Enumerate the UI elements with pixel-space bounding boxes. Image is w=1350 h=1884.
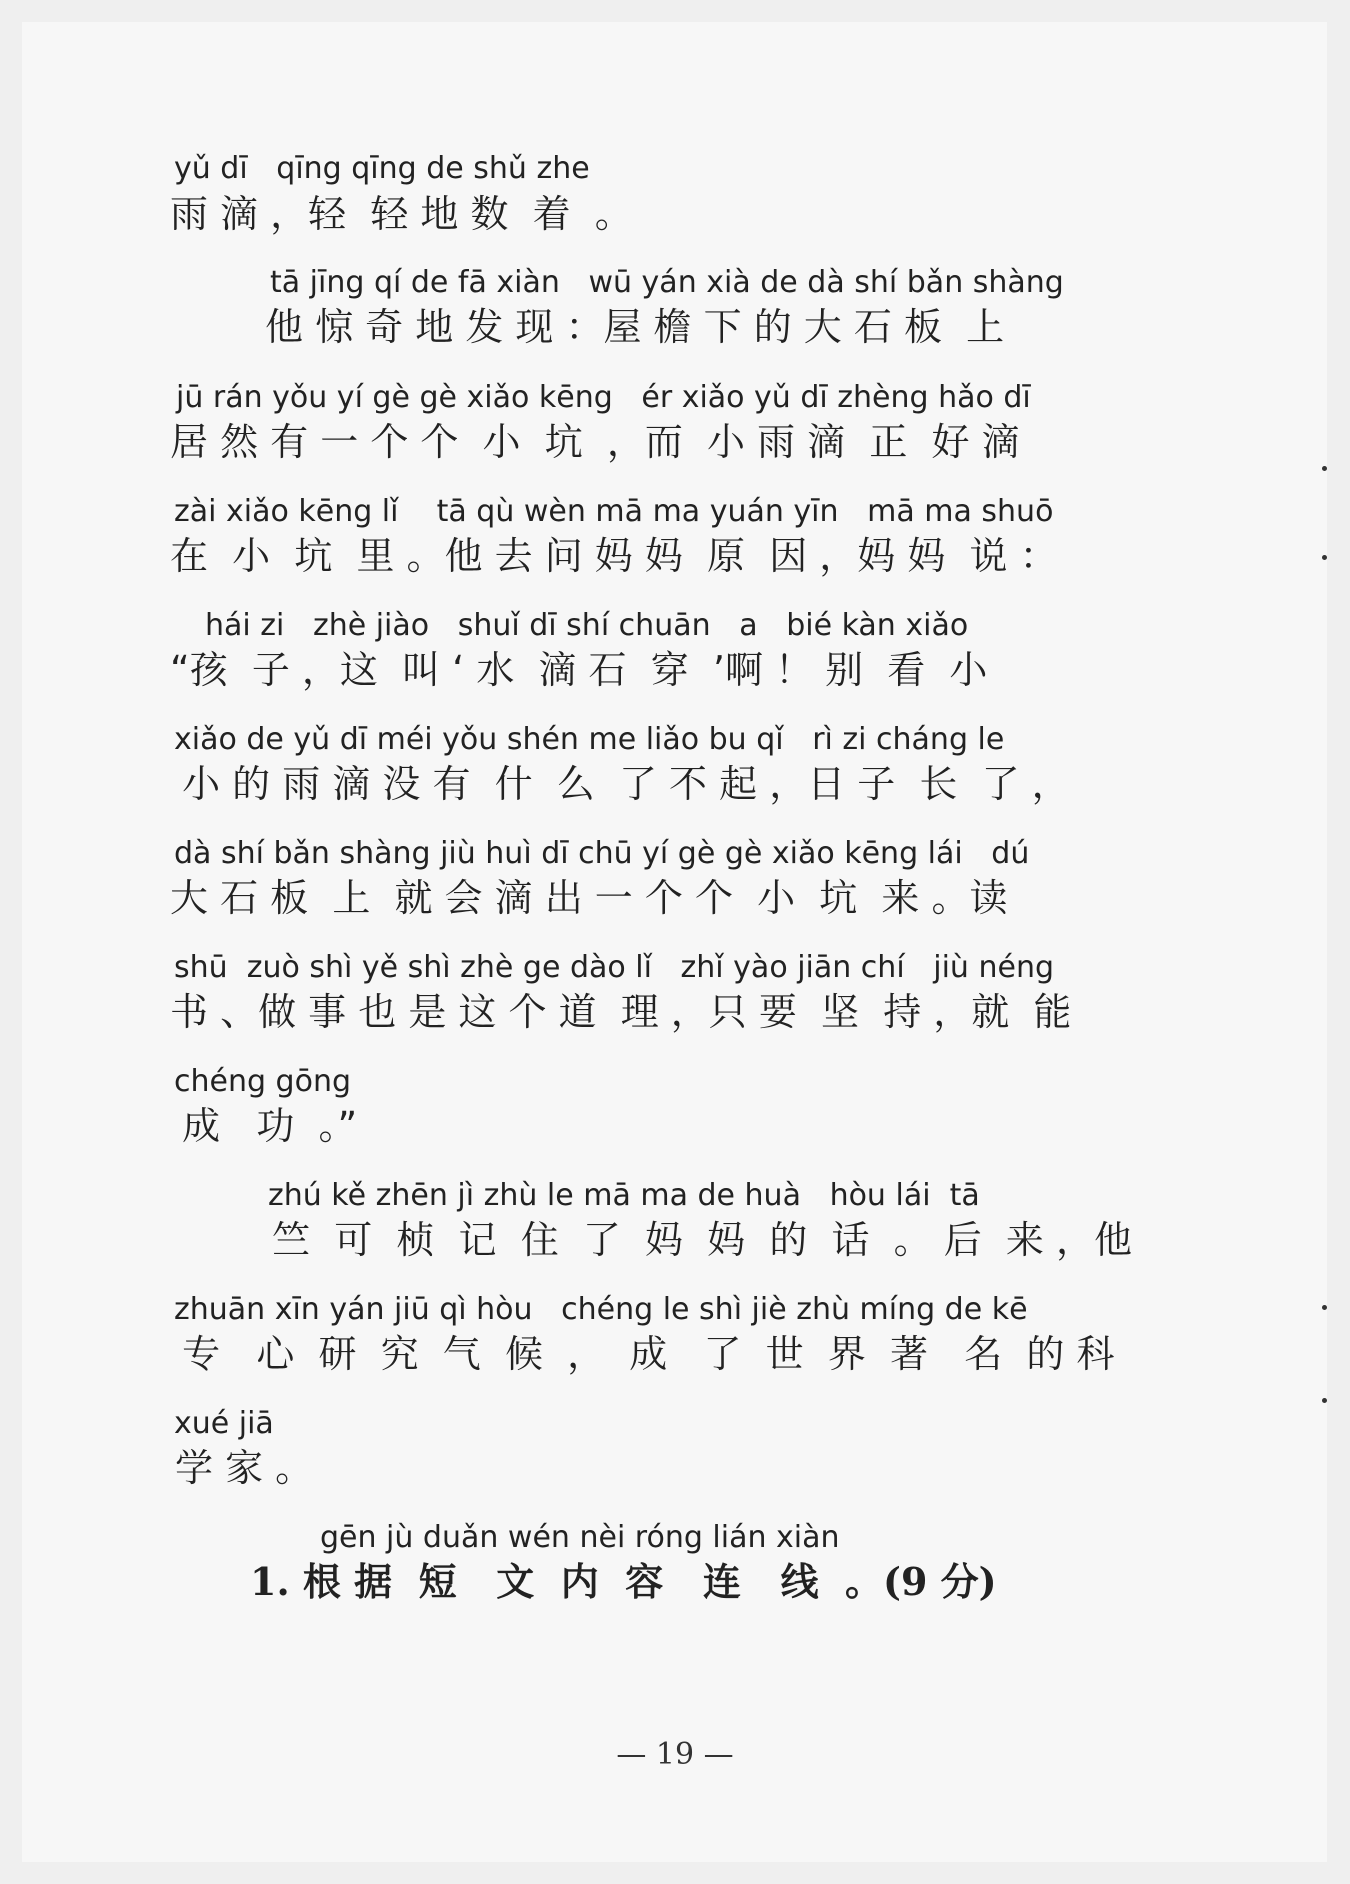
- pinyin-line-2: tā jīng qí de fā xiàn wū yán xià de dà shí bǎn shàng: [270, 265, 1064, 300]
- pinyin-line-11: zhuān xīn yán jiū qì hòu chéng le shì jiè zhù míng de kē: [174, 1292, 1028, 1327]
- pinyin-line-1: yǔ dī qīng qīng de shǔ zhe: [174, 151, 590, 186]
- text-line-1: 雨 滴 ，轻 轻 地 数 着 。: [170, 192, 633, 236]
- pinyin-line-3: jū rán yǒu yí gè gè xiǎo kēng ér xiǎo yǔ dī zhèng hǎo dī: [176, 380, 1031, 415]
- pinyin-line-4: zài xiǎo kēng lǐ tā qù wèn mā ma yuán yīn mā ma shuō: [174, 494, 1054, 529]
- pinyin-line-7: dà shí bǎn shàng jiù huì dī chū yí gè gè xiǎo kēng lái dú: [174, 836, 1030, 871]
- margin-dot: [1322, 1398, 1327, 1403]
- question-1-instruction: 1. 根 据 短 文 内 容 连 线 。(9 分): [250, 1559, 997, 1604]
- text-line-11: 专 心 研 究 气 候 ， 成 了 世 界 著 名 的 科: [170, 1332, 1115, 1376]
- pinyin-line-12: xué jiā: [174, 1406, 274, 1441]
- text-line-10: 竺 可 桢 记 住 了 妈 妈 的 话 。 后 来 ，他: [260, 1218, 1132, 1262]
- pinyin-line-10: zhú kě zhēn jì zhù le mā ma de huà hòu lái tā: [268, 1178, 980, 1213]
- text-line-9: 成 功 。”: [170, 1104, 358, 1148]
- pinyin-line-5: hái zi zhè jiào shuǐ dī shí chuān a bié kàn xiǎo: [205, 608, 969, 643]
- question-pinyin: gēn jù duǎn wén nèi róng lián xiàn: [320, 1520, 840, 1555]
- text-line-7: 大 石 板 上 就 会 滴 出 一 个 个 小 坑 来 。读: [170, 876, 1008, 920]
- pinyin-line-8: shū zuò shì yě shì zhè ge dào lǐ zhǐ yào jiān chí jiù néng: [174, 950, 1055, 985]
- text-line-8: 书 、做 事 也 是 这 个 道 理 ，只 要 坚 持 ，就 能: [170, 990, 1072, 1034]
- text-line-5: “孩 子 ，这 叫 ‘ 水 滴 石 穿 ’啊 ！ 别 看 小: [170, 648, 988, 692]
- margin-dot: [1322, 555, 1327, 560]
- text-line-2: 他 惊 奇 地 发 现 ：屋 檐 下 的 大 石 板 上: [265, 305, 1005, 349]
- page-number: — 19 —: [616, 1737, 734, 1772]
- text-line-3: 居 然 有 一 个 个 小 坑 ，而 小 雨 滴 正 好 滴: [170, 420, 1020, 464]
- text-line-4: 在 小 坑 里 。他 去 问 妈 妈 原 因 ，妈 妈 说 ：: [170, 534, 1058, 578]
- pinyin-line-9: chéng gōng: [174, 1064, 352, 1099]
- margin-dot: [1322, 466, 1327, 471]
- text-line-12: 学 家 。: [175, 1446, 314, 1490]
- text-line-6: 小 的 雨 滴 没 有 什 么 了 不 起 ，日 子 长 了 ，: [170, 762, 1070, 806]
- margin-dot: [1322, 1305, 1327, 1310]
- pinyin-line-6: xiǎo de yǔ dī méi yǒu shén me liǎo bu qǐ rì zi cháng le: [174, 722, 1005, 757]
